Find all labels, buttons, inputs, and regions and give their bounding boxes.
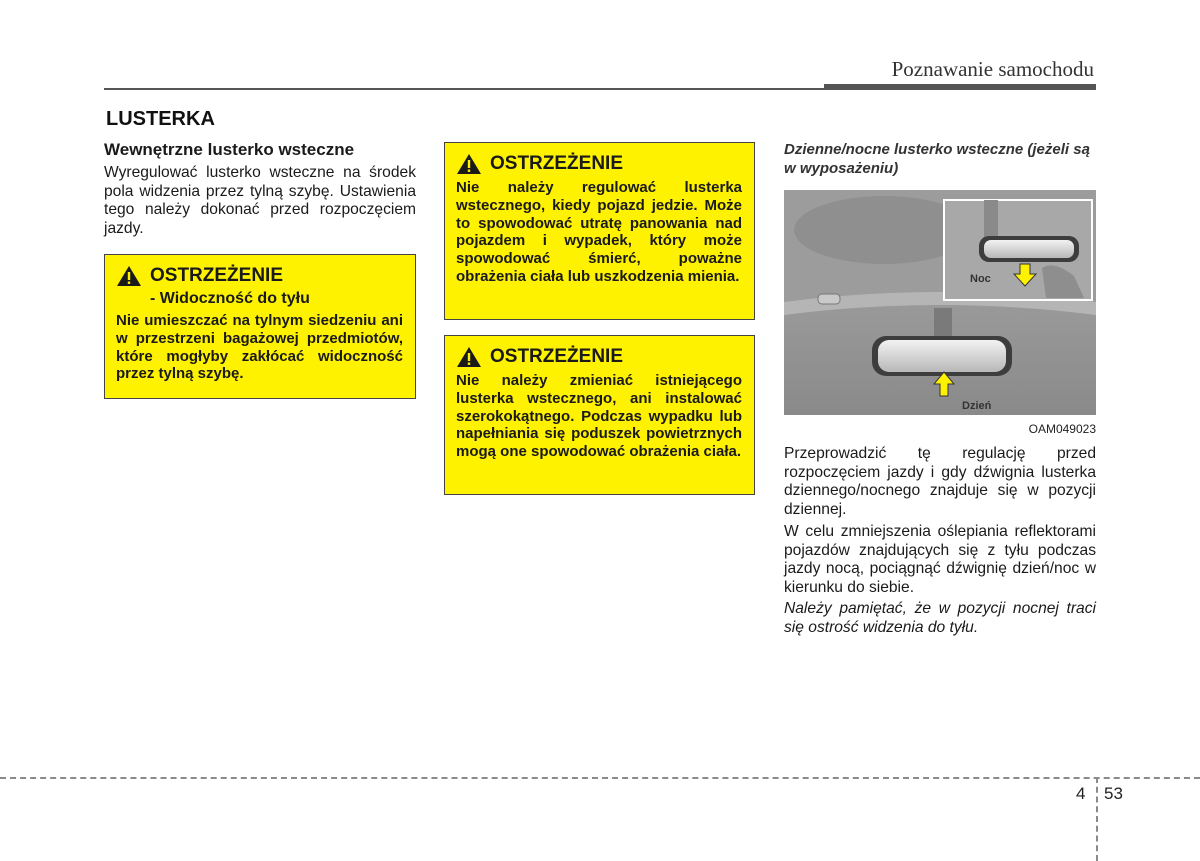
photo-code: OAM049023 bbox=[1028, 422, 1096, 436]
header-title: Poznawanie samochodu bbox=[891, 57, 1094, 81]
warning-subtitle: - Widoczność do tyłu bbox=[150, 290, 310, 307]
column-right bbox=[784, 140, 1096, 178]
warning-box-rear-visibility bbox=[104, 254, 416, 399]
column-left bbox=[104, 140, 416, 238]
page-chapter: 4 bbox=[1076, 784, 1086, 803]
paragraph-night-note: Należy pamiętać, że w pozycji nocnej traci się ostrość widzenia do tyłu. bbox=[784, 600, 1096, 636]
warning-title: OSTRZEŻENIE bbox=[150, 265, 284, 286]
section-title: LUSTERKA bbox=[106, 108, 215, 130]
warning-text: Nie należy zmieniać istniejącego lusterka wstecznego, ani instalować szerokokątnego. Podczas wypadku lub napełniania się poduszek powietrznych mogą one spowodować obrażenia ciała. bbox=[456, 372, 742, 461]
paragraph-adjust-before-driving: Przeprowadzić tę regulację przed rozpoczęciem jazdy i gdy dźwignia lusterka dziennego/nocnego znajduje się w pozycji dziennej. bbox=[784, 445, 1096, 518]
subheading-interior-mirror: Wewnętrzne lusterko wsteczne bbox=[104, 140, 355, 159]
page-number: 53 bbox=[1104, 784, 1123, 803]
paragraph-adjust-mirror: Wyregulować lusterko wsteczne na środek pola widzenia przez tylną szybę. Ustawienia tego należy dokonać przed rozpoczęciem jazdy. bbox=[104, 164, 416, 237]
paragraph-night-position: W celu zmniejszenia oślepiania reflektorami pojazdów znajdujących się z tyłu podczas jazdy nocą, pociągnąć dźwignię dzień/noc w kierunku do siebie. bbox=[784, 523, 1096, 596]
warning-text: Nie należy regulować lusterka wstecznego, kiedy pojazd jedzie. Może to spowodować utratę panowania nad pojazdem i wypadek, który może spowodować śmierć, poważne obrażenia ciała lub uszkodzenia mienia. bbox=[456, 179, 742, 285]
mirror-photo bbox=[784, 190, 1096, 440]
warning-triangle-icon bbox=[116, 265, 142, 287]
mirror-illustration bbox=[784, 190, 1096, 440]
caption-day-night-mirror: Dzienne/nocne lusterko wsteczne (jeżeli są w wyposażeniu) bbox=[784, 141, 1090, 177]
footer-rule bbox=[0, 777, 1200, 779]
column-right-text bbox=[784, 445, 1096, 637]
warning-text: Nie umieszczać na tylnym siedzeniu ani w przestrzeni bagażowej przedmiotów, które mogłyby zakłócać widoczność przez tylną szybę. bbox=[116, 312, 403, 383]
warning-triangle-icon bbox=[456, 153, 482, 175]
header-rule-accent bbox=[824, 84, 1096, 90]
label-day: Dzień bbox=[962, 400, 992, 412]
warning-triangle-icon bbox=[456, 346, 482, 368]
warning-title: OSTRZEŻENIE bbox=[490, 153, 624, 174]
label-night: Noc bbox=[970, 273, 991, 285]
footer-divider bbox=[1096, 777, 1098, 861]
warning-title: OSTRZEŻENIE bbox=[490, 346, 624, 367]
warning-box-no-replace-mirror bbox=[444, 335, 755, 495]
warning-box-no-adjust-while-driving bbox=[444, 142, 755, 320]
